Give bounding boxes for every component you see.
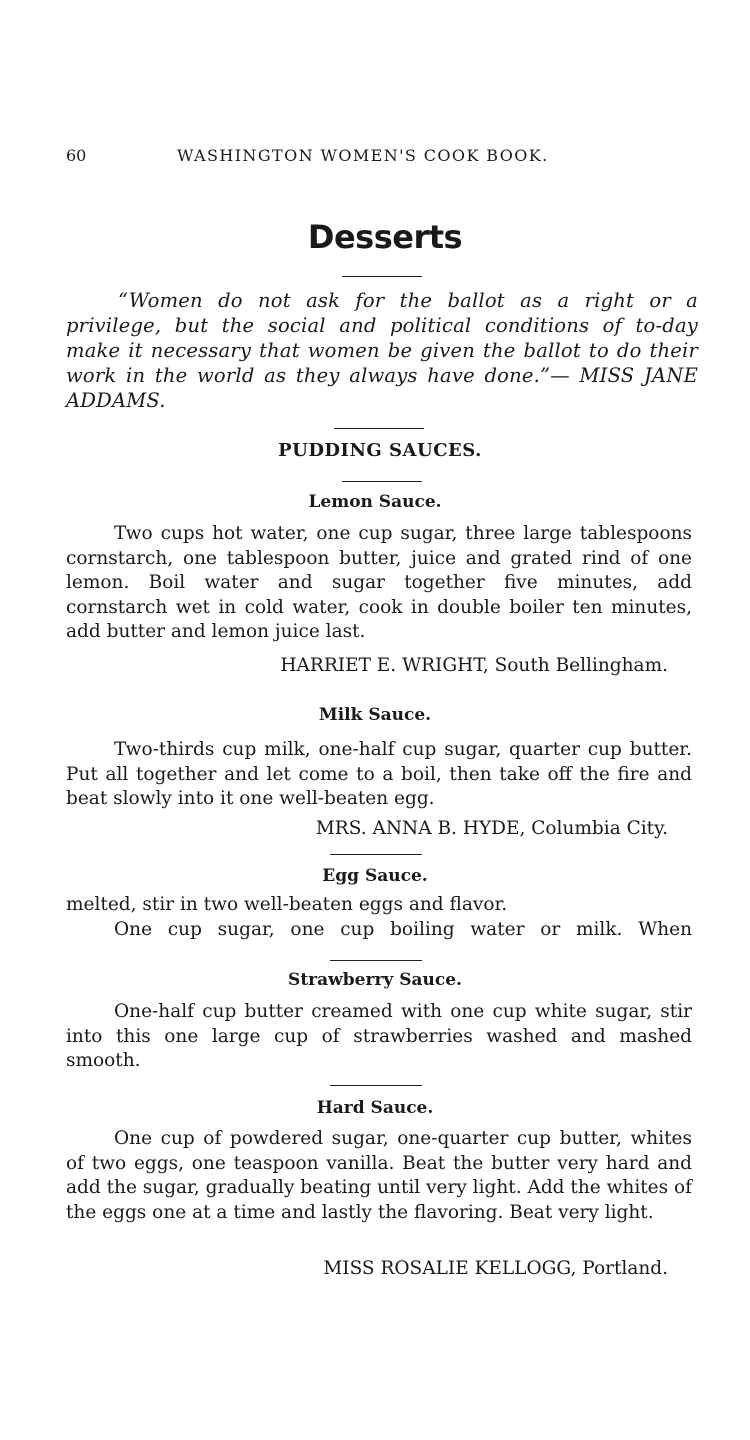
strawberry-sauce-rule (330, 1085, 422, 1086)
recipe-author-milk-sauce: MRS. ANNA B. HYDE, Columbia City. (315, 818, 668, 839)
title-rule (342, 276, 422, 277)
recipe-text-egg-sauce-line-2: One cup sugar, one cup boiling water or milk. When (114, 919, 692, 940)
running-head: WASHINGTON WOMEN'S COOK BOOK. (177, 146, 549, 165)
epigraph-rule (334, 428, 424, 429)
egg-sauce-rule (330, 960, 422, 961)
recipe-title-lemon-sauce: Lemon Sauce. (308, 492, 442, 512)
recipe-title-hard-sauce: Hard Sauce. (316, 1098, 434, 1118)
recipe-title-strawberry-sauce: Strawberry Sauce. (288, 970, 462, 990)
section-title: Desserts (307, 218, 463, 256)
recipe-author-hard-sauce: MISS ROSALIE KELLOGG, Portland. (323, 1258, 668, 1279)
recipe-text-egg-sauce-line-1: melted, stir in two well-beaten eggs and flavor. (66, 894, 508, 915)
recipe-title-egg-sauce: Egg Sauce. (322, 866, 428, 886)
subsection-rule (342, 481, 422, 482)
recipe-title-milk-sauce: Milk Sauce. (318, 705, 432, 725)
recipe-text-strawberry-sauce: One-half cup butter creamed with one cup white sugar, stir into this one large cup of strawberries washed and mashed smooth. (66, 1001, 692, 1071)
recipe-text-lemon-sauce: Two cups hot water, one cup sugar, three large tablespoons cornstarch, one tablespoon butter, juice and grated rind of one lemon. Boil water and sugar together five minutes, add cornstarch wet in cold water, cook in double boiler ten minutes, add butter and lemon juice last. (66, 523, 692, 642)
subsection-title: PUDDING SAUCES. (278, 440, 482, 461)
recipe-text-milk-sauce: Two-thirds cup milk, one-half cup sugar, quarter cup butter. Put all together and let come to a boil, then take off the fire and beat slowly into it one well-beaten egg. (66, 739, 692, 809)
recipe-text-hard-sauce: One cup of powdered sugar, one-quarter cup butter, whites of two eggs, one teaspoon vanilla. Beat the butter very hard and add the sugar, gradually beating until very light. Add the whites of the eggs one at a time and lastly the flavoring. Beat very light. (66, 1128, 692, 1223)
recipe-author-lemon-sauce: HARRIET E. WRIGHT, South Bellingham. (280, 655, 668, 676)
epigraph-quote: “Women do not ask for the ballot as a right or a privilege, but the social and political conditions of to-day make it necessary that women be given the ballot to do their work in the world as they always have done.”— MISS JANE ADDAMS. (66, 289, 698, 412)
milk-sauce-rule (330, 854, 422, 855)
page-number: 60 (66, 146, 87, 165)
